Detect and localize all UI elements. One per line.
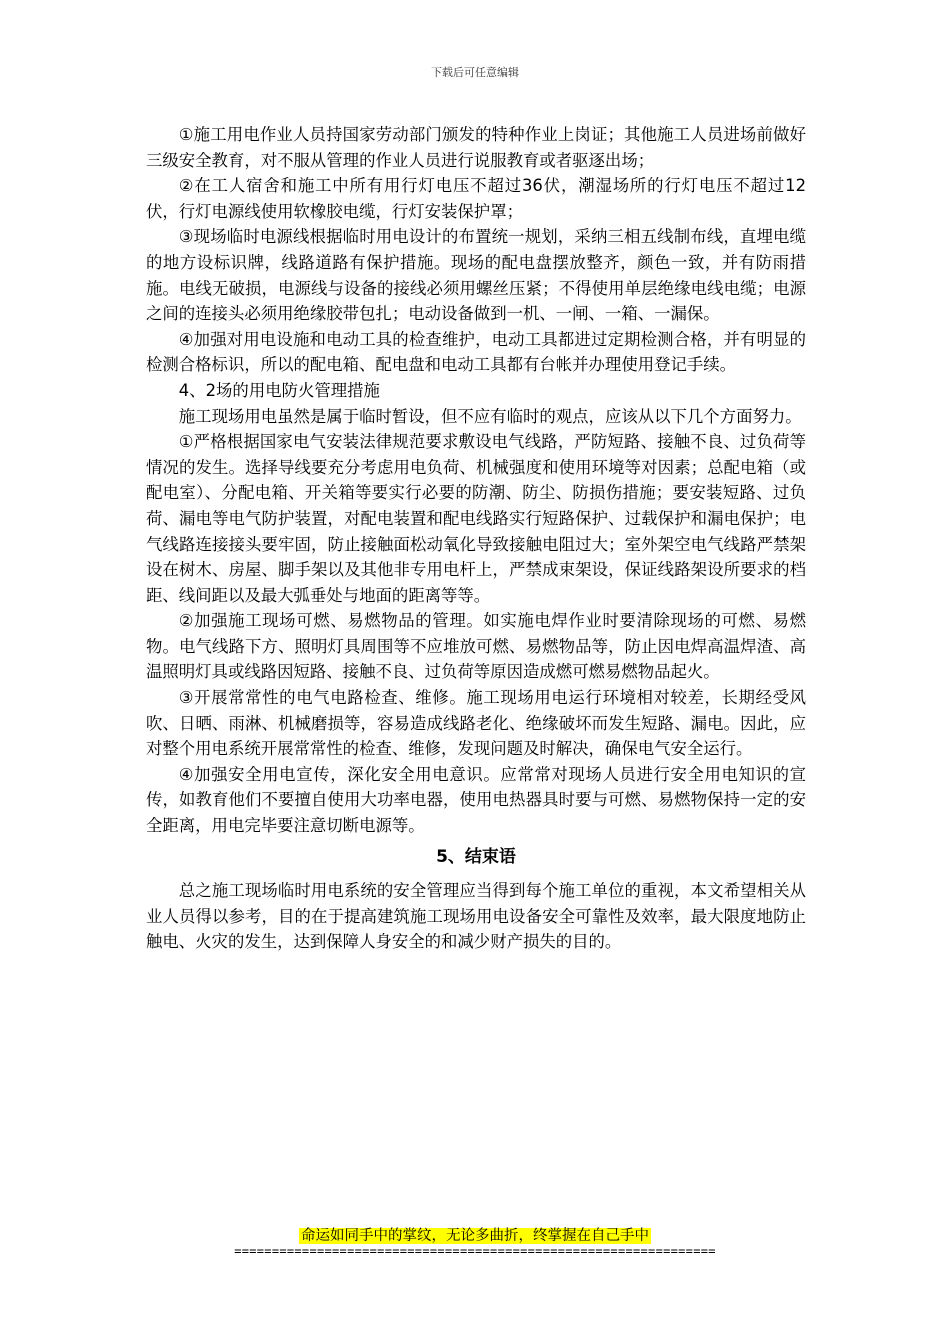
footer-quote <box>0 1225 950 1246</box>
paragraph: ③开展常常性的电气电路检查、维修。施工现场用电运行环境相对较差，长期经受风吹、日晒、雨淋、机械磨损等，容易造成线路老化、绝缘破坏而发生短路、漏电。因此，应对整个用电系统开展常常性的检查、维修，发现问题及时解决，确保电气安全运行。 <box>146 688 806 759</box>
paragraph: 总之施工现场临时用电系统的安全管理应当得到每个施工单位的重视，本文希望相关从业人员得以参考，目的在于提高建筑施工现场用电设备安全可靠性及效率，最大限度地防止触电、火灾的发生，达到保障人身安全的和减少财产损失的目的。 <box>146 881 806 952</box>
paragraph: ②在工人宿舍和施工中所有用行灯电压不超过36伏，潮湿场所的行灯电压不超过12伏，行灯电源线使用软橡胶电缆，行灯安装保护罩； <box>146 176 806 221</box>
subsection-heading: 4、2场的用电防火管理措施 <box>178 380 380 400</box>
paragraph: ①严格根据国家电气安装法律规范要求敷设电气线路，严防短路、接触不良、过负荷等情况的发生。选择导线要充分考虑用电负荷、机械强度和使用环境等对因素；总配电箱（或配电室）、分配电箱、开关箱等要实行必要的防潮、防尘、防损伤措施；要安装短路、过负荷、漏电等电气防护装置，对配电装置和配电线路实行短路保护、过载保护和漏电保护；电气线路连接接头要牢固，防止接触面松动氧化导致接触电阻过大；室外架空电气线路严禁架设在树木、房屋、脚手架以及其他非专用电杆上，严禁成束架设，保证线路架设所要求的档距、线间距以及最大弧垂处与地面的距离等等。 <box>146 432 806 605</box>
footer-quote-text: 命运如同手中的掌纹，无论多曲折，终掌握在自己手中 <box>301 1228 649 1244</box>
paragraph: ③现场临时电源线根据临时用电设计的布置统一规划，采纳三相五线制布线，直埋电缆的地方设标识牌，线路道路有保护措施。现场的配电盘摆放整齐，颜色一致，并有防雨措施。电线无破损，电源线与设备的接线必须用螺丝压紧；不得使用单层绝缘电线电缆；电源之间的连接头必须用绝缘胶带包扎；电动设备做到一机、一闸、一箱、一漏保。 <box>146 227 806 324</box>
paragraph: ④加强对用电设施和电动工具的检查维护，电动工具都进过定期检测合格，并有明显的检测合格标识，所以的配电箱、配电盘和电动工具都有台帐并办理使用登记手续。 <box>146 329 806 375</box>
page-header: 下载后可任意编辑 <box>431 66 519 79</box>
section-title: 5、结束语 <box>436 846 516 867</box>
document-body <box>146 122 806 955</box>
paragraph: 施工现场用电虽然是属于临时暂设，但不应有临时的观点，应该从以下几个方面努力。 <box>178 406 802 426</box>
footer-divider: ================================================================ <box>234 1244 716 1258</box>
paragraph: ④加强安全用电宣传，深化安全用电意识。应常常对现场人员进行安全用电知识的宣传，如教育他们不要擅自使用大功率电器，使用电热器具时要与可燃、易燃物保持一定的安全距离，用电完毕要注意切断电源等。 <box>146 764 806 836</box>
paragraph: ①施工用电作业人员持国家劳动部门颁发的特种作业上岗证；其他施工人员进场前做好三级安全教育，对不服从管理的作业人员进行说服教育或者驱逐出场； <box>146 125 806 170</box>
paragraph: ②加强施工现场可燃、易燃物品的管理。如实施电焊作业时要清除现场的可燃、易燃物。电气线路下方、照明灯具周围等不应堆放可燃、易燃物品等，防止因电焊高温焊渣、高温照明灯具或线路因短路、接触不良、过负荷等原因造成燃可燃易燃物品起火。 <box>146 611 806 682</box>
